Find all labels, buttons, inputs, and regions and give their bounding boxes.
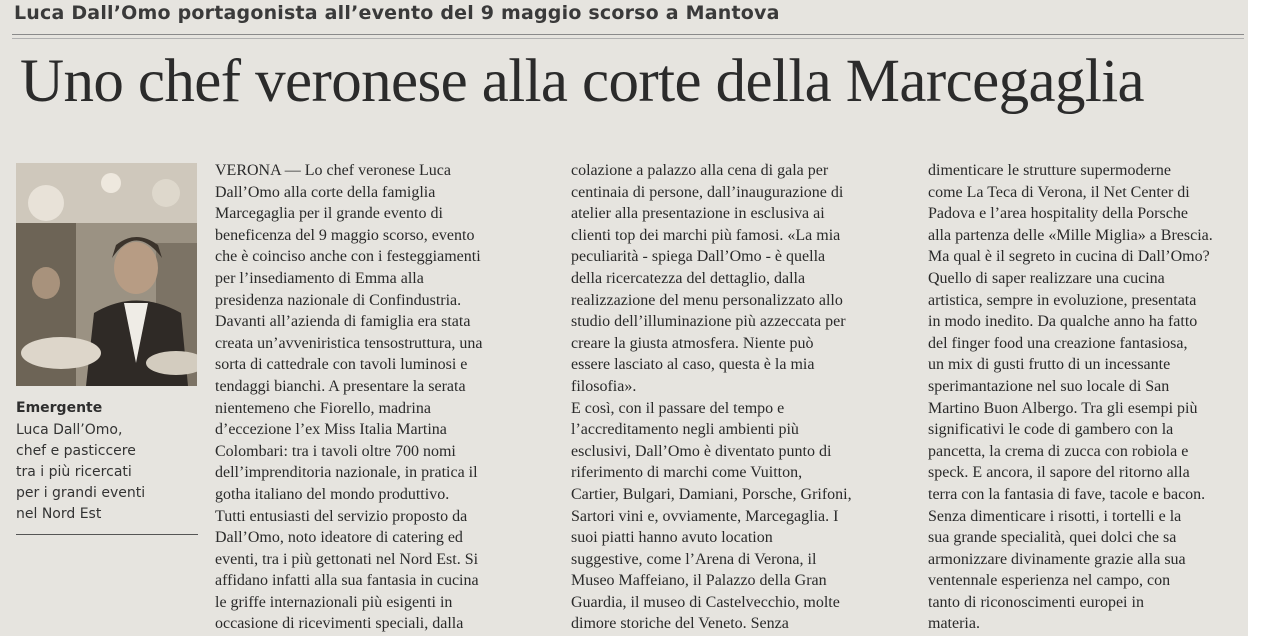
- article-line: Sartori vini e, ovviamente, Marcegaglia. I: [571, 507, 839, 525]
- article-line: Marcegaglia per il grande evento di: [215, 205, 443, 223]
- article-line: tanto di riconoscimenti europei in: [928, 593, 1144, 611]
- headline: Uno chef veronese alla corte della Marcegaglia: [20, 48, 1145, 115]
- article-line: presidenza nazionale di Confindustria.: [215, 291, 462, 309]
- article-line: Davanti all’azienda di famiglia era stata: [215, 313, 471, 331]
- article-line: Cartier, Bulgari, Damiani, Porsche, Grifoni,: [571, 485, 852, 503]
- article-line: artistica, sempre in evoluzione, presentata: [928, 291, 1197, 309]
- article-line: un mix di gusti frutto di un incessante: [928, 356, 1171, 374]
- article-line: colazione a palazzo alla cena di gala per: [571, 162, 829, 179]
- article-line: Padova e l’area hospitality della Porsche: [928, 205, 1188, 223]
- article-column-3: [928, 160, 1213, 635]
- article-line: Quello di saper realizzare una cucina: [928, 269, 1165, 287]
- article-line: sua grande specialità, quei dolci che sa: [928, 529, 1177, 547]
- article-line: Ma qual è il segreto in cucina di Dall’Omo?: [928, 248, 1210, 266]
- article-line: creata un’avveniristica tensostruttura, una: [215, 334, 483, 352]
- article-line: dell’imprenditoria nazionale, in pratica il: [215, 464, 478, 482]
- caption-line: Luca Dall’Omo,: [16, 422, 123, 438]
- article-line: che è coinciso anche con i festeggiamenti: [215, 248, 481, 266]
- article-line: clienti top dei marchi più famosi. «La mia: [571, 226, 841, 244]
- article-line: Guardia, il museo di Castelvecchio, molte: [571, 593, 840, 611]
- article-line: speck. E ancora, il sapore del ritorno alla: [928, 464, 1190, 482]
- kicker: Luca Dall’Omo portagonista all’evento del 9 maggio scorso a Mantova: [14, 2, 780, 24]
- article-line: come La Teca di Verona, il Net Center di: [928, 183, 1190, 201]
- article-line: dimore storiche del Veneto. Senza: [571, 615, 789, 633]
- article-line: Senza dimenticare i risotti, i tortelli e la: [928, 507, 1182, 525]
- article-line: terra con la fantasia di fave, tacole e bacon.: [928, 485, 1206, 503]
- article-line: Dall’Omo, noto ideatore di catering ed: [215, 529, 463, 547]
- article-line: Colombari: tra i tavoli oltre 700 nomi: [215, 442, 456, 460]
- article-line: esclusivi, Dall’Omo è diventato punto di: [571, 442, 832, 460]
- article-line: creare la giusta atmosfera. Niente può: [571, 334, 814, 352]
- article-line: della ricercatezza del dettaglio, dalla: [571, 269, 806, 287]
- article-line: atelier alla presentazione in esclusiva ai: [571, 205, 825, 223]
- caption-line: nel Nord Est: [16, 506, 102, 522]
- article-line: in modo inedito. Da qualche anno ha fatto: [928, 313, 1198, 331]
- article-line: sperimantazione nel suo locale di San: [928, 377, 1170, 395]
- article-line: affidano infatti alla sua fantasia in cucina: [215, 572, 479, 590]
- article-line: pancetta, la crema di zucca con robiola e: [928, 442, 1189, 460]
- article-line: realizzazione del menu personalizzato allo: [571, 291, 843, 309]
- article-line: alla partenza delle «Mille Miglia» a Brescia.: [928, 226, 1213, 244]
- article-line: Tutti entusiasti del servizio proposto da: [215, 507, 468, 525]
- article-line: sorta di cattedrale con tavoli luminosi e: [215, 356, 468, 374]
- article-line: le griffe internazionali più esigenti in: [215, 593, 453, 611]
- article-line: Museo Maffeiano, il Palazzo della Gran: [571, 572, 827, 590]
- article-column-2: [571, 160, 852, 635]
- article-line: beneficenza del 9 maggio scorso, evento: [215, 226, 475, 244]
- article-line: VERONA — Lo chef veronese Luca: [215, 162, 451, 179]
- caption-rule: [16, 534, 198, 535]
- article-line: dimenticare le strutture supermoderne: [928, 162, 1172, 179]
- article-line: gotha italiano del mondo produttivo.: [215, 485, 450, 503]
- article-line: per l’insediamento di Emma alla: [215, 269, 424, 287]
- chef-photo: [16, 163, 197, 386]
- article-column-1: [215, 160, 482, 635]
- chef-photo-image: [16, 163, 197, 386]
- article-line: eventi, tra i più gettonati nel Nord Est. Si: [215, 550, 479, 568]
- article-line: tendaggi bianchi. A presentare la serata: [215, 377, 466, 395]
- article-line: materia.: [928, 615, 980, 633]
- article-line: riferimento di marchi come Vuitton,: [571, 464, 803, 482]
- caption-line: per i grandi eventi: [16, 485, 146, 501]
- article-line: nientemeno che Fiorello, madrina: [215, 399, 431, 417]
- article-line: Dall’Omo alla corte della famiglia: [215, 183, 436, 201]
- article-line: E così, con il passare del tempo e: [571, 399, 785, 417]
- caption-title: Emergente: [16, 400, 103, 416]
- article-line: peculiarità - spiega Dall’Omo - è quella: [571, 248, 826, 266]
- top-rule: [12, 34, 1244, 35]
- top-rule-secondary: [12, 38, 1244, 39]
- article-line: armonizzare divinamente grazie alla sua: [928, 550, 1186, 568]
- article-line: centinaia di persone, dall’inaugurazione di: [571, 183, 844, 201]
- article-line: essere lasciato al caso, questa è la mia: [571, 356, 815, 374]
- article-line: occasione di ricevimenti speciali, dalla: [215, 615, 464, 633]
- article-line: ventennale esperienza nel campo, con: [928, 572, 1171, 590]
- article-line: l’accreditamento negli ambienti più: [571, 421, 799, 439]
- article-line: significativi le code di gambero con la: [928, 421, 1174, 439]
- article-line: filosofia».: [571, 377, 637, 395]
- article-line: suggestive, come l’Arena di Verona, il: [571, 550, 817, 568]
- caption-line: tra i più ricercati: [16, 464, 132, 480]
- article-line: del finger food una creazione fantasiosa,: [928, 334, 1188, 352]
- article-line: studio dell’illuminazione più azzeccata per: [571, 313, 846, 331]
- article-line: Martino Buon Albergo. Tra gli esempi più: [928, 399, 1198, 417]
- caption-line: chef e pasticcere: [16, 443, 136, 459]
- article-line: suoi piatti hanno avuto location: [571, 529, 773, 547]
- caption-text: [16, 420, 201, 525]
- article-line: d’eccezione l’ex Miss Italia Martina: [215, 421, 447, 439]
- page-margin: [1248, 0, 1262, 636]
